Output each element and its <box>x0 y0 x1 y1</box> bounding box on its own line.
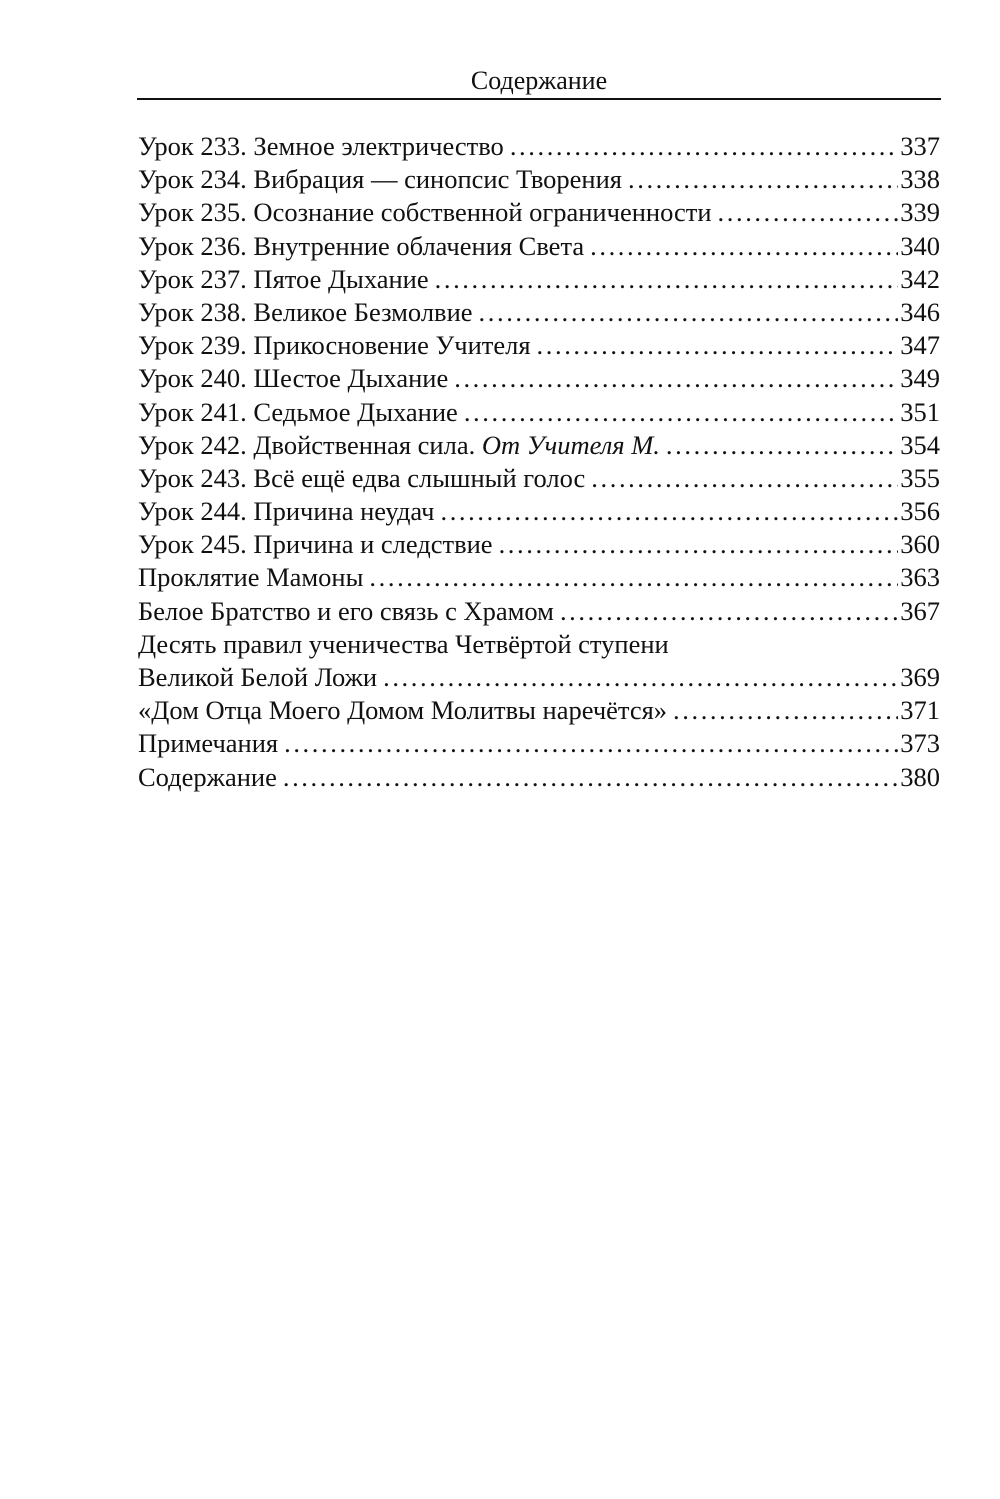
toc-entry-title: Урок 245. Причина и следствие <box>138 529 493 560</box>
dot-leader <box>283 761 898 794</box>
toc-entry-page: 367 <box>900 595 940 626</box>
table-of-contents <box>138 130 940 794</box>
toc-entry[interactable] <box>138 230 940 263</box>
dot-leader <box>537 329 899 362</box>
toc-entry-page: 356 <box>900 496 940 527</box>
toc-entry-title: Урок 237. Пятое Дыхание <box>138 263 429 294</box>
toc-entry-page: 347 <box>900 330 940 361</box>
toc-entry[interactable] <box>138 528 940 561</box>
toc-entry[interactable] <box>138 429 940 462</box>
dot-leader <box>440 495 898 528</box>
toc-entry-title-main: Урок 242. Двойственная сила. <box>138 429 476 460</box>
toc-entry-title: «Дом Отца Моего Домом Молитвы наречётся» <box>138 695 668 726</box>
toc-entry[interactable] <box>138 396 940 429</box>
toc-entry-page: 380 <box>900 761 940 792</box>
toc-entry-title: Содержание <box>138 761 277 792</box>
toc-entry-title: Примечания <box>138 728 279 759</box>
toc-entry[interactable] <box>138 296 940 329</box>
dot-leader <box>369 561 898 594</box>
dot-leader <box>479 296 899 329</box>
toc-entry[interactable] <box>138 196 940 229</box>
toc-entry-page: 351 <box>900 396 940 427</box>
toc-entry-title: Урок 244. Причина неудач <box>138 496 435 527</box>
header-rule <box>137 98 941 100</box>
toc-entry-page: 340 <box>900 230 940 261</box>
toc-entry-title: Белое Братство и его связь с Храмом <box>138 595 554 626</box>
toc-entry-page: 371 <box>900 695 940 726</box>
toc-entry-title: Урок 236. Внутренние облачения Света <box>138 230 585 261</box>
toc-entry[interactable] <box>138 561 940 594</box>
toc-entry-page: 338 <box>900 164 940 195</box>
toc-entry-title: Урок 239. Прикосновение Учителя <box>138 330 531 361</box>
toc-entry-title: Урок 240. Шестое Дыхание <box>138 363 449 394</box>
toc-entry-page: 355 <box>900 462 940 493</box>
toc-entry-title: Урок 241. Седьмое Дыхание <box>138 396 458 427</box>
dot-leader <box>435 263 899 296</box>
dot-leader <box>499 528 899 561</box>
toc-entry-page: 346 <box>900 296 940 327</box>
toc-entry-title: Великой Белой Ложи <box>138 662 378 692</box>
toc-entry-page: 354 <box>900 429 940 460</box>
toc-entry[interactable] <box>138 130 940 163</box>
toc-entry[interactable] <box>138 495 940 528</box>
toc-entry-title: Урок 235. Осознание собственной ограниченности <box>138 197 712 228</box>
toc-entry[interactable] <box>138 661 940 694</box>
toc-entry-title: Урок 234. Вибрация — синопсис Творения <box>138 164 622 195</box>
dot-leader <box>718 196 899 229</box>
toc-entry-page: 360 <box>900 529 940 560</box>
toc-entry[interactable] <box>138 329 940 362</box>
toc-entry-title-line1[interactable]: Десять правил ученичества Четвёртой ступени <box>138 628 669 659</box>
toc-entry-page: 373 <box>900 728 940 759</box>
toc-entry-attribution: От Учителя М. <box>481 429 660 460</box>
dot-leader <box>591 462 898 495</box>
dot-leader <box>590 230 898 263</box>
toc-entry-page: 363 <box>900 562 940 593</box>
toc-entry[interactable] <box>138 727 940 760</box>
dot-leader <box>454 362 898 395</box>
toc-entry-title: Проклятие Мамоны <box>138 562 364 593</box>
dot-leader <box>628 163 898 196</box>
toc-entry-title: Урок 238. Великое Безмолвие <box>138 296 473 327</box>
toc-entry-page: 339 <box>900 197 940 228</box>
toc-entry-page: 349 <box>900 363 940 394</box>
toc-entry[interactable] <box>138 263 940 296</box>
dot-leader <box>510 130 898 163</box>
dot-leader <box>673 694 898 727</box>
toc-entry-title <box>138 429 666 462</box>
toc-entry[interactable] <box>138 163 940 196</box>
dot-leader <box>284 727 898 760</box>
toc-entry[interactable] <box>138 761 940 794</box>
dot-leader <box>383 661 898 694</box>
running-head: Содержание <box>470 66 608 95</box>
dot-leader <box>666 429 898 462</box>
toc-entry-page: 342 <box>900 263 940 294</box>
toc-entry[interactable] <box>138 362 940 395</box>
toc-entry[interactable] <box>138 462 940 495</box>
toc-entry[interactable] <box>138 595 940 628</box>
toc-entry-title: Урок 243. Всё ещё едва слышный голос <box>138 462 586 493</box>
dot-leader <box>560 595 898 628</box>
toc-entry-page: 337 <box>900 131 940 161</box>
toc-entry[interactable] <box>138 694 940 727</box>
toc-entry-title: Урок 233. Земное электричество <box>138 131 504 161</box>
dot-leader <box>464 396 898 429</box>
toc-entry-page: 369 <box>900 662 940 692</box>
